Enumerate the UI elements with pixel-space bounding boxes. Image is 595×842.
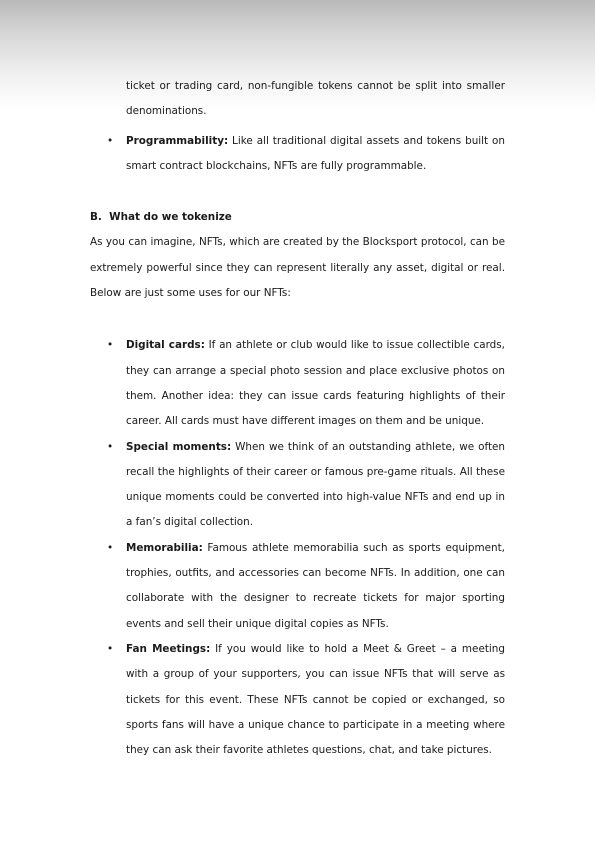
list-item-text (126, 435, 505, 536)
list-item-text (126, 129, 505, 180)
bullet-icon: • (107, 339, 114, 352)
bullet-icon: • (107, 134, 114, 147)
bullet-icon: • (107, 642, 114, 655)
list-item-body: Like all traditional digital assets and tokens built on smart contract blockchains, NFTs are fully programmable. (126, 134, 505, 172)
uses-list (90, 333, 505, 763)
document-body (90, 0, 505, 763)
list-item-term: Programmability: (126, 134, 229, 147)
list-item-body: When we think of an outstanding athlete, we often recall the highlights of their career or famous pre-game rituals. All these unique moments could be converted into high-value NFTs and end up in a fan’s digital collection. (126, 440, 505, 529)
list-item-body: Famous athlete memorabilia such as sports equipment, trophies, outfits, and accessories can become NFTs. In addition, one can collaborate with the designer to recreate tickets for major sporting events and sell their unique digital copies as NFTs. (126, 541, 505, 630)
list-item-digital-cards (107, 333, 505, 434)
bullet-icon: • (107, 541, 114, 554)
list-item-body: If you would like to hold a Meet & Greet – a meeting with a group of your supporters, you can issue NFTs that will serve as tickets for this event. These NFTs cannot be copied or exchanged, so sports fans will have a unique chance to participate in a meeting where they can ask their favorite athletes questions, chat, and take pictures. (126, 642, 505, 757)
list-item-fan-meetings (107, 637, 505, 763)
list-item-text (126, 333, 505, 434)
list-item-programmability (107, 129, 505, 180)
list-item-term: Digital cards: (126, 339, 205, 352)
section-heading: B. What do we tokenize (90, 211, 232, 224)
list-item-memorabilia (107, 536, 505, 637)
list-item-text (126, 637, 505, 763)
list-item-special-moments (107, 435, 505, 536)
list-item-continuation (126, 74, 505, 125)
bullet-icon: • (107, 440, 114, 453)
continuation-text: ticket or trading card, non-fungible tokens cannot be split into smaller denominations. (126, 80, 505, 118)
list-item-body: If an athlete or club would like to issue collectible cards, they can arrange a special photo session and place exclusive photos on them. Another idea: they can issue cards featuring highlights of their career. All cards must have different images on them and be unique. (126, 339, 505, 428)
list-item-term: Fan Meetings: (126, 642, 211, 655)
list-item-term: Special moments: (126, 440, 232, 453)
list-item-term: Memorabilia: (126, 541, 203, 554)
list-item-text (126, 536, 505, 637)
section-intro: As you can imagine, NFTs, which are created by the Blocksport protocol, can be extremely powerful since they can represent literally any asset, digital or real. Below are just some uses for our NFTs: (90, 236, 505, 300)
